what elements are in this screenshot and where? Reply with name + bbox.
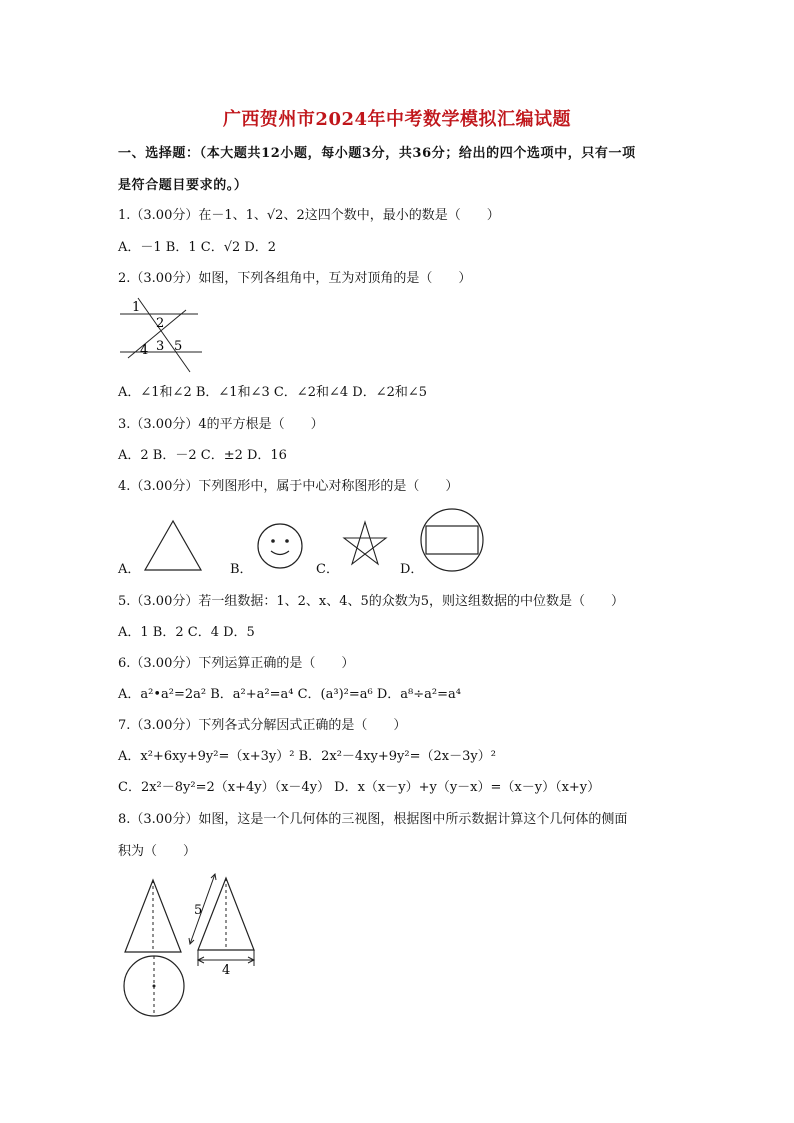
question-5-stem: 5.（3.00分）若一组数据：1、2、x、4、5的众数为5，则这组数据的中位数是（ ）: [118, 594, 625, 609]
slant-length-label: 5: [194, 903, 203, 918]
top-view-center: [153, 985, 156, 988]
question-8-stem: 8.（3.00分）如图，这是一个几何体的三视图，根据图中所示数据计算这个几何体的侧面: [118, 812, 628, 827]
question-2-options: A．∠1和∠2 B．∠1和∠3 C．∠2和∠4 D．∠2和∠5: [118, 385, 428, 400]
question-1-options: A．－1 B．1 C．√2 D．2: [118, 240, 277, 255]
option-c-label: C．: [316, 562, 339, 577]
option-a-label: A．: [118, 562, 141, 577]
triangle-shape: [142, 518, 204, 574]
question-2-stem: 2.（3.00分）如图，下列各组角中，互为对顶角的是（ ）: [118, 271, 472, 286]
circle-with-rectangle-shape: [418, 507, 486, 573]
angle-label-3: 3: [156, 339, 165, 354]
question-7-stem: 7.（3.00分）下列各式分解因式正确的是（ ）: [118, 718, 407, 733]
question-3-options: A．2 B．－2 C．±2 D．16: [118, 448, 287, 463]
angle-label-2: 2: [156, 316, 165, 331]
page-title: 广西贺州市2024年中考数学模拟汇编试题: [222, 109, 572, 130]
section-heading: 一、选择题：（本大题共12小题，每小题3分，共36分；给出的四个选项中，只有一项: [118, 146, 636, 161]
question-7-options-ab: A．x²+6xy+9y²=（x+3y）² B．2x²－4xy+9y²=（2x－3y）²: [118, 749, 496, 764]
question-7-options-cd: C．2x²－8y²=2（x+4y）（x－4y） D．x（x－y）+y（y－x）=（x－y）（x+y）: [118, 780, 601, 795]
angle-label-1: 1: [132, 300, 141, 315]
question-5-options: A．1 B．2 C．4 D．5: [118, 625, 255, 640]
angle-label-4: 4: [140, 343, 149, 358]
smiley-face-shape: [255, 521, 305, 571]
question-4-stem: 4.（3.00分）下列图形中，属于中心对称图形的是（ ）: [118, 479, 459, 494]
question-2-figure: [118, 296, 208, 376]
question-6-stem: 6.（3.00分）下列运算正确的是（ ）: [118, 656, 355, 671]
question-3-stem: 3.（3.00分）4的平方根是（ ）: [118, 417, 324, 432]
five-point-star-shape: [340, 520, 390, 570]
question-1-stem: 1.（3.00分）在－1、1、√2、2这四个数中，最小的数是（ ）: [118, 208, 500, 223]
base-length-label: 4: [222, 963, 231, 978]
transversal-1: [138, 298, 190, 372]
option-b-label: B．: [230, 562, 253, 577]
angle-label-5: 5: [174, 339, 183, 354]
question-8-stem-cont: 积为（ ）: [118, 844, 197, 859]
option-d-label: D．: [400, 562, 424, 577]
three-view-figure: [118, 872, 268, 1022]
section-heading-cont: 是符合题目要求的。）: [118, 178, 248, 193]
question-6-options: A．a²•a²=2a² B．a²+a²=a⁴ C．(a³)²=a⁶ D．a⁸÷a²=a⁴: [118, 687, 461, 702]
